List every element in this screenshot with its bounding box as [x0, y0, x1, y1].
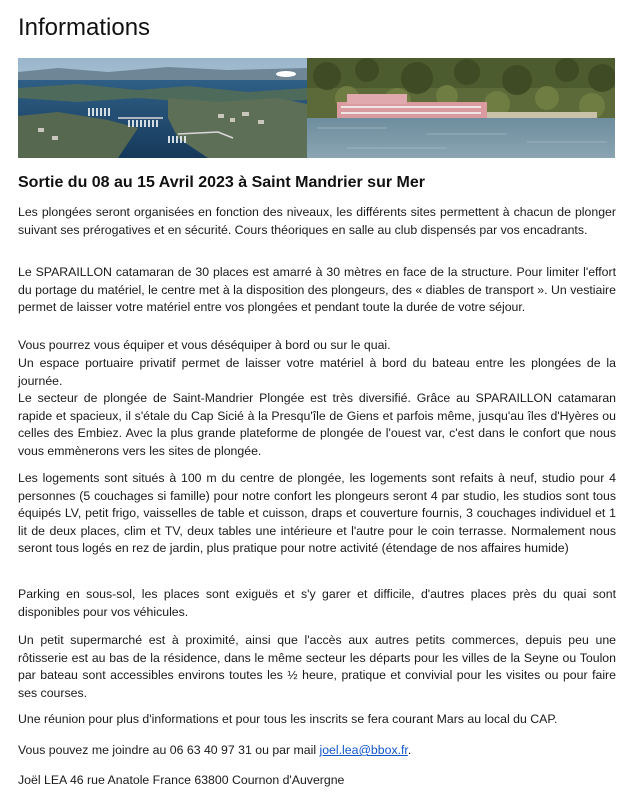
- contact-address: Joël LEA 46 rue Anatole France 63800 Cournon d'Auvergne: [18, 773, 345, 787]
- event-title: Sortie du 08 au 15 Avril 2023 à Saint Mandrier sur Mer: [18, 174, 425, 191]
- email-link[interactable]: joel.lea@bbox.fr: [319, 743, 408, 757]
- paragraph-boat: Le SPARAILLON catamaran de 30 places est amarré à 30 mètres en face de la structure. Pour limiter l'effort du portage du matériel, le centre met à la disposition des plongeurs, des « diables de transport ». Un vestiaire permet de laisser votre matériel entre vos plongées et pendant toute la durée de votre séjour.: [18, 265, 616, 315]
- paragraph-parking: Parking en sous-sol, les places sont exiguës et s'y garer et difficile, d'autres places près du quai sont disponibles pour vos véhicules.: [18, 587, 616, 619]
- page-title: Informations: [18, 14, 151, 41]
- photo-banner: [18, 58, 615, 158]
- contact-prefix: Vous pouvez me joindre au 06 63 40 97 31 ou par mail: [18, 743, 320, 757]
- seafront-hotel-photo: [307, 58, 615, 158]
- paragraph-shops: Un petit supermarché est à proximité, ainsi que l'accès aux autres petits commerces, depuis peu une rôtisserie est au bas de la résidence, dans le même secteur les départs pour les villes de la Seyne ou Toulon par bateau sont accessibles environs toutes les ½ heure, pratique et convivial pour les visites ou pour faire ses courses.: [18, 633, 616, 700]
- paragraph-lodging: Les logements sont situés à 100 m du centre de plongée, les logements sont refaits à neuf, studio pour 4 personnes (5 couchages si famille) pour notre confort les plongeurs seront 4 par studio, les studios sont tous équipés LV, petit frigo, vaisselles de table et cuisson, draps et couverture fournis, 3 couchages individuel et 1 lit de deux places, clim et TV, deux tables une intérieure et l'autre pour le coin terrasse. Normalement nous seront tous logés en rez de jardin, plus pratique pour notre activité (étendage de nos affaires humide): [18, 471, 616, 556]
- paragraph-meeting: Une réunion pour plus d'informations et pour tous les inscrits se fera courant Mars au local du CAP.: [18, 712, 558, 726]
- contact-suffix: .: [407, 743, 412, 757]
- contact-line: [18, 742, 616, 760]
- harbor-aerial-photo: [18, 58, 307, 158]
- paragraph-intro: Les plongées seront organisées en fonction des niveaux, les différents sites permettent à chacun de plonger suivant ses prérogatives et en sécurité. Cours théoriques en salle au club dispensés par vos encadrants.: [18, 205, 616, 237]
- paragraph-equip: Vous pourrez vous équiper et vous déséquiper à bord ou sur le quai.: [18, 338, 391, 352]
- paragraph-sector: Le secteur de plongée de Saint-Mandrier Plongée est très diversifié. Grâce au SPARAILLON catamaran rapide et spacieux, il s'étale du Cap Sicié à la Presqu'île de Giens et parfois même, jusqu'au îles d'Hyères ou celles des Embiez. Avec la plus grande plateforme de plongée de l'ouest var, c'est dans le confort que nous vous emmènerons vers les sites de plongée.: [18, 391, 616, 458]
- paragraph-port: Un espace portuaire privatif permet de laisser votre matériel à bord du bateau entre les plongées de la journée.: [18, 356, 616, 388]
